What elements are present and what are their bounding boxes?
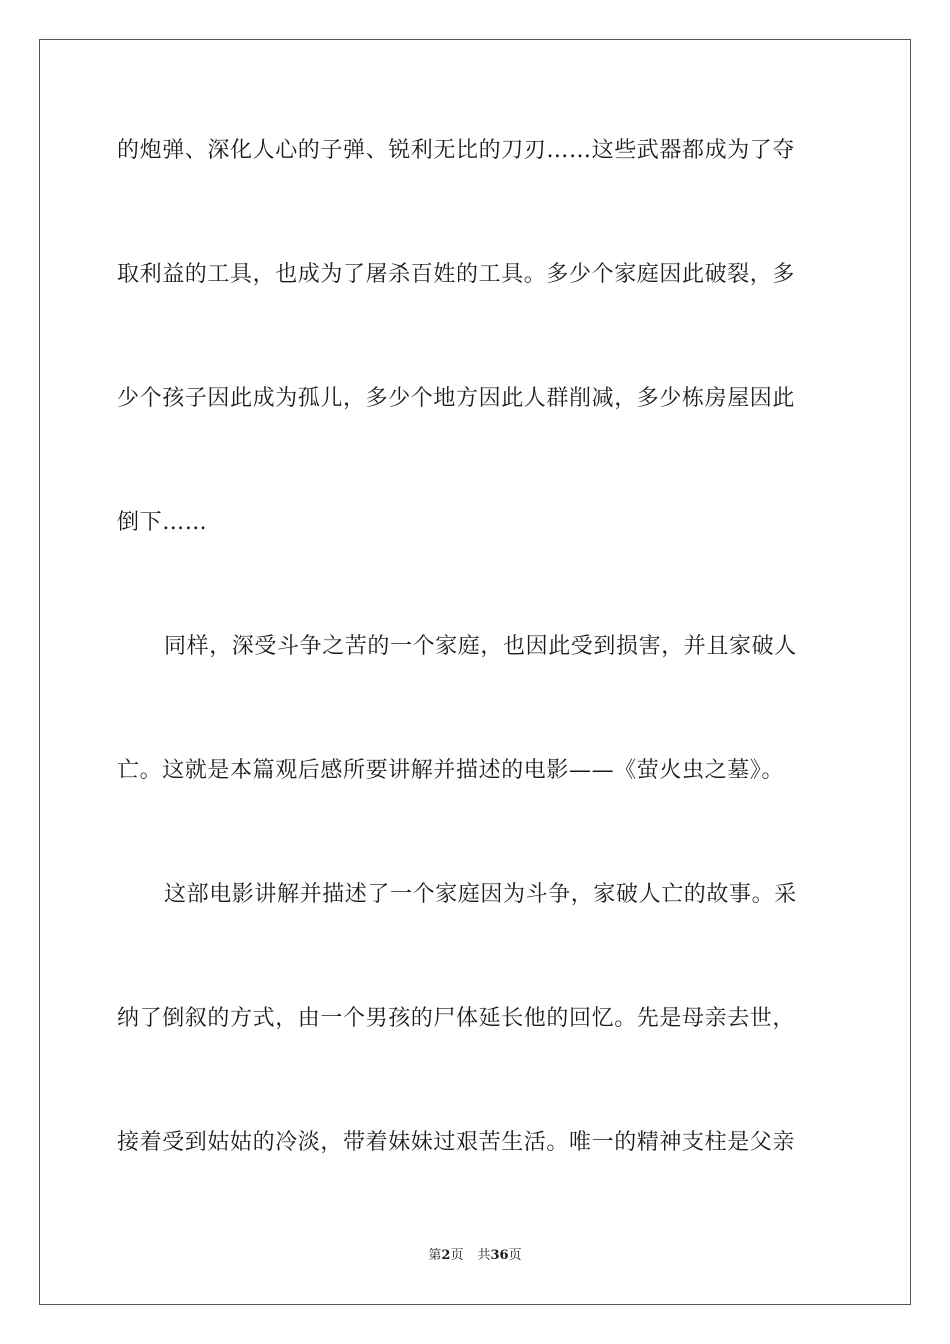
text-line: 的炮弹、深化人心的子弹、锐利无比的刀刃……这些武器都成为了夺	[117, 138, 796, 163]
text-line: 纳了倒叙的方式，由一个男孩的尸体延长他的回忆。先是母亲去世，	[117, 1006, 796, 1031]
total-prefix: 共	[477, 1248, 491, 1263]
text-line: 接着受到姑姑的冷淡，带着妹妹过艰苦生活。唯一的精神支柱是父亲	[117, 1130, 796, 1155]
page-number: 2	[441, 1248, 451, 1263]
text-line: 少个孩子因此成为孤儿，多少个地方因此人群削减，多少栋房屋因此	[117, 386, 796, 411]
paragraph-start-line: 这部电影讲解并描述了一个家庭因为斗争，家破人亡的故事。采	[164, 882, 797, 907]
total-pages: 36	[490, 1248, 509, 1263]
text-line: 倒下……	[117, 510, 208, 535]
page-suffix: 页	[450, 1248, 464, 1263]
text-line: 亡。这就是本篇观后感所要讲解并描述的电影——《萤火虫之墓》。	[117, 758, 785, 783]
paragraph-start-line: 同样，深受斗争之苦的一个家庭，也因此受到损害，并且家破人	[164, 634, 797, 659]
total-suffix: 页	[508, 1248, 522, 1263]
text-line: 取利益的工具，也成为了屠杀百姓的工具。多少个家庭因此破裂，多	[117, 262, 796, 287]
page-footer	[0, 1247, 950, 1265]
page-prefix: 第	[428, 1248, 442, 1263]
page-border	[39, 39, 911, 1305]
